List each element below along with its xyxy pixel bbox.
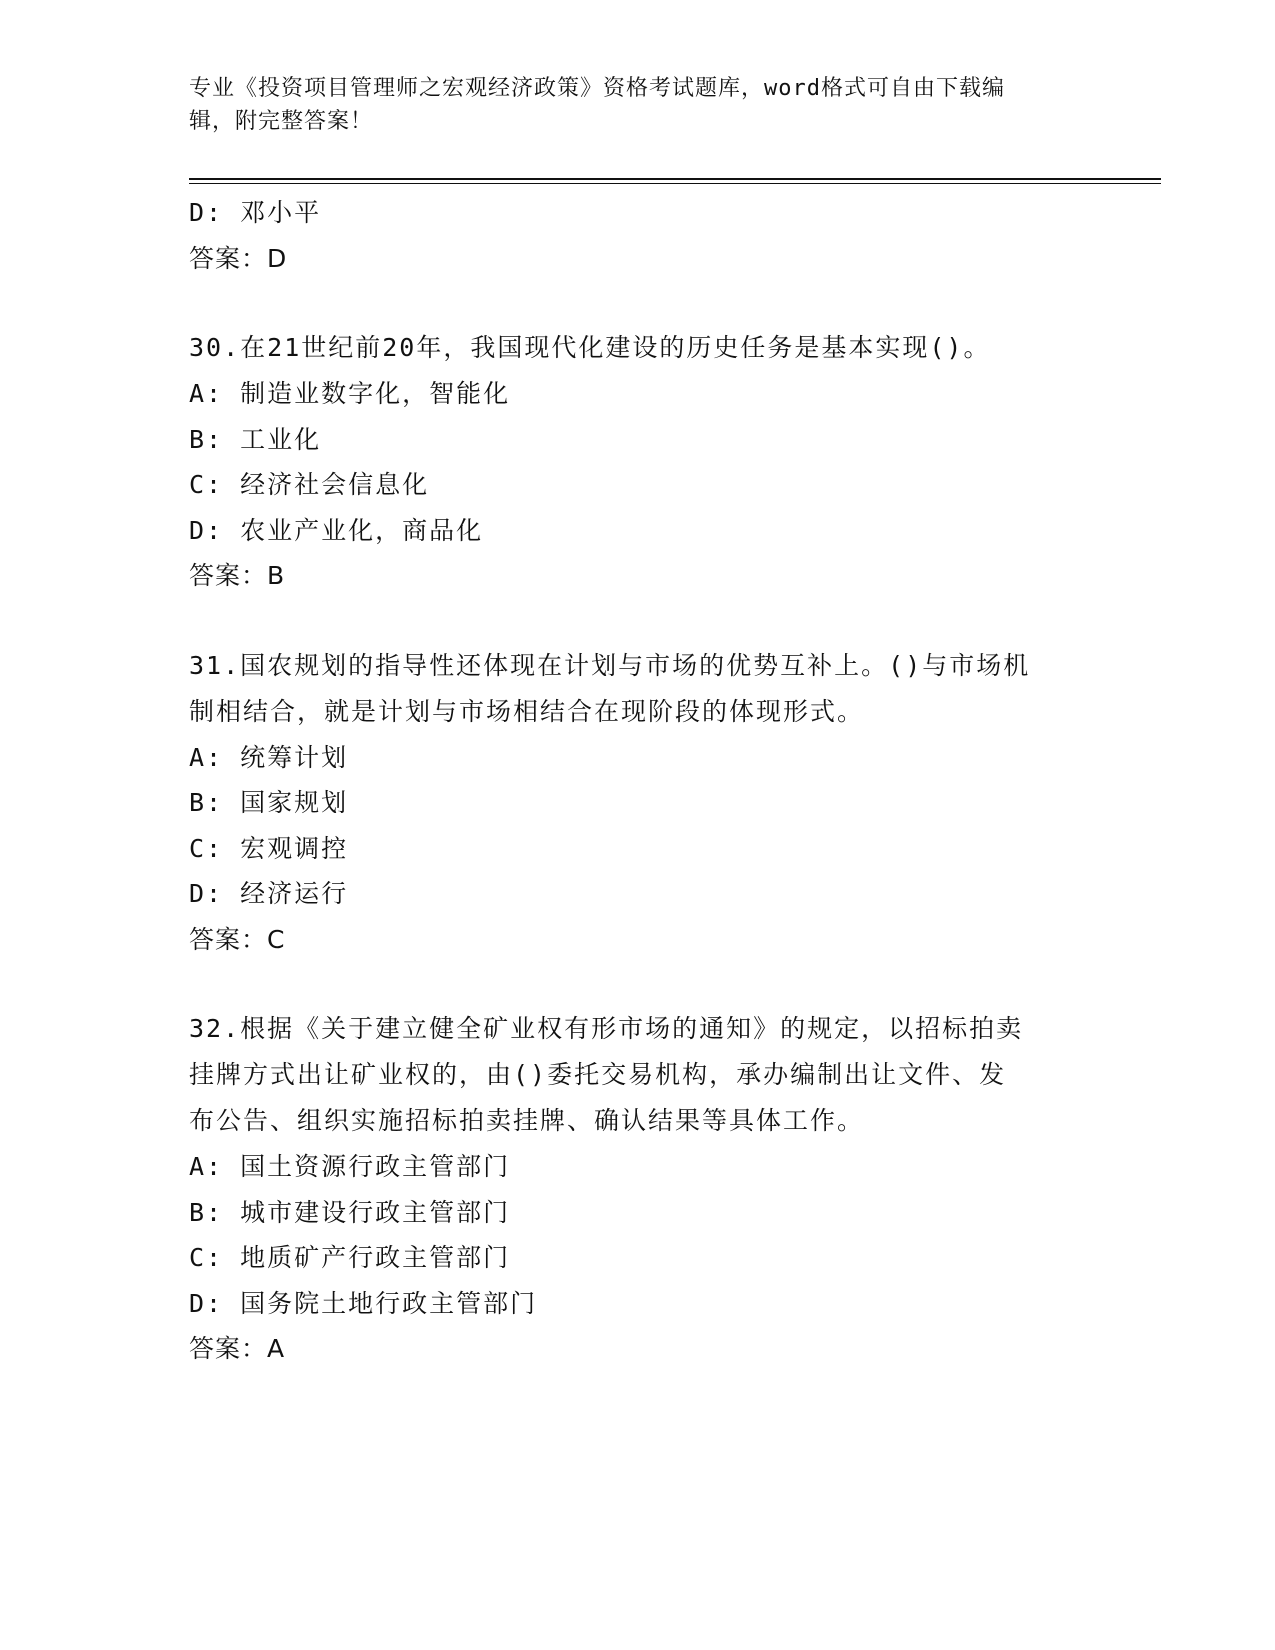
answer-line: 答案：A (189, 1334, 286, 1363)
option-a: A: 统筹计划 (189, 742, 349, 772)
option-b: B: 城市建设行政主管部门 (189, 1197, 511, 1227)
spacer (189, 281, 1089, 325)
option-c: C: 宏观调控 (189, 833, 349, 863)
question-32 (189, 1006, 1089, 1372)
option-d: D: 农业产业化，商品化 (189, 515, 484, 545)
document-header (189, 72, 1069, 138)
header-divider-thin (189, 183, 1161, 184)
answer-line: 答案：C (189, 924, 286, 954)
question-stem-line: 布公告、组织实施招标拍卖挂牌、确认结果等具体工作。 (189, 1106, 865, 1135)
header-line-1: 专业《投资项目管理师之宏观经济政策》资格考试题库，word格式可自由下载编 (189, 76, 1005, 101)
question-stem-line: 32.根据《关于建立健全矿业权有形市场的通知》的规定，以招标拍卖 (189, 1014, 1024, 1043)
option-d: D: 邓小平 (189, 198, 322, 227)
header-divider-thick (189, 178, 1161, 180)
header-line-2: 辑，附完整答案！ (189, 109, 374, 134)
option-c: C: 地质矿产行政主管部门 (189, 1243, 511, 1272)
question-30 (189, 325, 1089, 599)
spacer (189, 599, 1089, 643)
option-c: C: 经济社会信息化 (189, 470, 430, 499)
option-b: B: 工业化 (189, 424, 322, 454)
question-stem-line: 30.在21世纪前20年，我国现代化建设的历史任务是基本实现()。 (189, 333, 991, 362)
option-d: D: 国务院土地行政主管部门 (189, 1288, 538, 1318)
question-stem-line: 挂牌方式出让矿业权的，由()委托交易机构，承办编制出让文件、发 (189, 1060, 1007, 1089)
previous-question-tail (189, 190, 1089, 281)
option-d: D: 经济运行 (189, 879, 349, 908)
question-31 (189, 643, 1089, 963)
answer-line: 答案：B (189, 561, 286, 590)
option-a: A: 国土资源行政主管部门 (189, 1152, 511, 1181)
option-a: A: 制造业数字化，智能化 (189, 379, 511, 408)
option-b: B: 国家规划 (189, 788, 349, 817)
spacer (189, 962, 1089, 1006)
answer-line: 答案：D (189, 243, 288, 273)
question-stem-line: 31.国农规划的指导性还体现在计划与市场的优势互补上。()与市场机 (189, 650, 1031, 680)
question-list (189, 190, 1089, 1372)
question-stem-line: 制相结合，就是计划与市场相结合在现阶段的体现形式。 (189, 696, 865, 726)
